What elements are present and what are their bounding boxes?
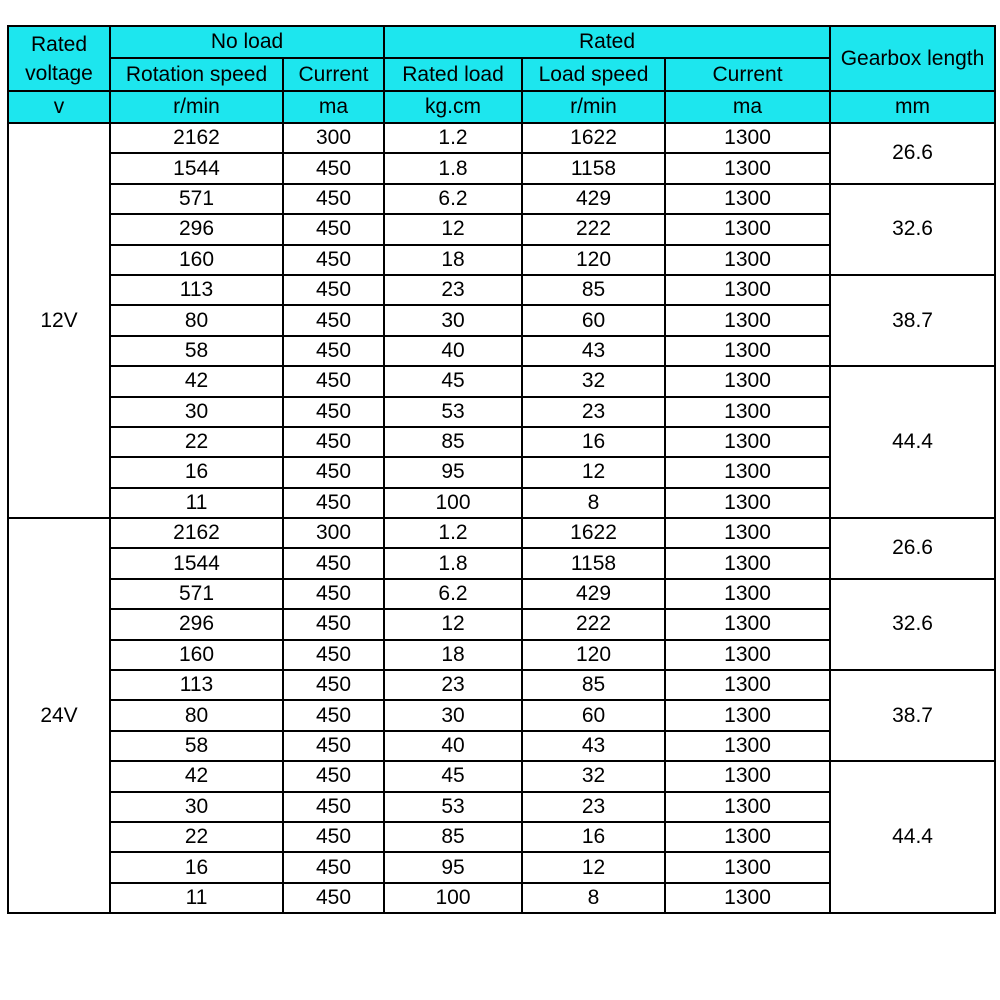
rotation-speed-cell: 30: [110, 792, 283, 822]
voltage-unit: v: [8, 91, 110, 123]
current-rated-cell: 1300: [665, 427, 830, 457]
rotation-speed-cell: 11: [110, 883, 283, 913]
rotation-speed-cell: 2162: [110, 123, 283, 153]
load-speed-cell: 1158: [522, 548, 665, 578]
current-no-load-cell: 450: [283, 214, 384, 244]
rated-header: Rated: [384, 26, 830, 58]
current-no-load-cell: 450: [283, 852, 384, 882]
current-rated-cell: 1300: [665, 609, 830, 639]
rated-load-cell: 18: [384, 640, 522, 670]
gearbox-length-cell: 38.7: [830, 670, 995, 761]
current-rated-cell: 1300: [665, 184, 830, 214]
gearbox-length-cell: 26.6: [830, 123, 995, 184]
current-rated-cell: 1300: [665, 579, 830, 609]
load-speed-cell: 43: [522, 731, 665, 761]
rotation-speed-cell: 16: [110, 457, 283, 487]
load-speed-cell: 222: [522, 214, 665, 244]
current-rated-cell: 1300: [665, 488, 830, 518]
rated-voltage-line2: voltage: [25, 61, 93, 85]
rotation-speed-cell: 11: [110, 488, 283, 518]
rated-load-cell: 1.2: [384, 518, 522, 548]
rated-load-cell: 12: [384, 214, 522, 244]
current-no-load-cell: 450: [283, 609, 384, 639]
current-no-load-cell: 450: [283, 700, 384, 730]
rated-load-header: Rated load: [384, 58, 522, 91]
current-no-load-cell: 300: [283, 123, 384, 153]
table-row: [8, 670, 995, 700]
table-row: [8, 761, 995, 791]
current-no-load-cell: 450: [283, 640, 384, 670]
rotation-speed-cell: 58: [110, 731, 283, 761]
current-rated-cell: 1300: [665, 336, 830, 366]
gearbox-length-cell: 26.6: [830, 518, 995, 579]
current-no-load-cell: 450: [283, 275, 384, 305]
no-load-header: No load: [110, 26, 384, 58]
rotation-speed-cell: 571: [110, 184, 283, 214]
gearbox-length-cell: 44.4: [830, 366, 995, 518]
load-speed-cell: 429: [522, 184, 665, 214]
current-no-load-cell: 450: [283, 184, 384, 214]
load-speed-cell: 12: [522, 457, 665, 487]
rated-load-cell: 6.2: [384, 184, 522, 214]
current-rated-cell: 1300: [665, 761, 830, 791]
table-row: [8, 366, 995, 396]
load-speed-cell: 85: [522, 275, 665, 305]
table-row: [8, 184, 995, 214]
current-rated-unit: ma: [665, 91, 830, 123]
current-rated-cell: 1300: [665, 366, 830, 396]
current-rated-cell: 1300: [665, 852, 830, 882]
rated-load-cell: 1.8: [384, 548, 522, 578]
current-rated-cell: 1300: [665, 397, 830, 427]
spec-table-body: [8, 123, 995, 913]
table-row: [8, 275, 995, 305]
current-no-load-cell: 450: [283, 336, 384, 366]
current-no-load-cell: 450: [283, 366, 384, 396]
rated-load-cell: 85: [384, 822, 522, 852]
current-no-load-cell: 450: [283, 457, 384, 487]
rotation-speed-unit: r/min: [110, 91, 283, 123]
current-no-load-cell: 450: [283, 548, 384, 578]
rotation-speed-cell: 160: [110, 245, 283, 275]
current-rated-cell: 1300: [665, 883, 830, 913]
rotation-speed-cell: 2162: [110, 518, 283, 548]
current-rated-cell: 1300: [665, 700, 830, 730]
current-rated-cell: 1300: [665, 275, 830, 305]
load-speed-cell: 60: [522, 305, 665, 335]
rated-load-cell: 12: [384, 609, 522, 639]
rated-load-cell: 23: [384, 275, 522, 305]
table-row: [8, 579, 995, 609]
load-speed-cell: 1158: [522, 153, 665, 183]
rotation-speed-cell: 296: [110, 609, 283, 639]
current-rated-cell: 1300: [665, 731, 830, 761]
load-speed-cell: 60: [522, 700, 665, 730]
load-speed-cell: 32: [522, 761, 665, 791]
rotation-speed-cell: 1544: [110, 548, 283, 578]
rated-load-cell: 1.8: [384, 153, 522, 183]
rated-load-cell: 18: [384, 245, 522, 275]
current-rated-cell: 1300: [665, 822, 830, 852]
rated-voltage-header: [8, 26, 110, 91]
load-speed-header: Load speed: [522, 58, 665, 91]
rotation-speed-cell: 58: [110, 336, 283, 366]
rotation-speed-header: Rotation speed: [110, 58, 283, 91]
current-rated-cell: 1300: [665, 518, 830, 548]
load-speed-cell: 8: [522, 488, 665, 518]
current-no-load-header: Current: [283, 58, 384, 91]
rotation-speed-cell: 42: [110, 761, 283, 791]
rated-load-cell: 95: [384, 852, 522, 882]
current-no-load-cell: 450: [283, 761, 384, 791]
load-speed-cell: 1622: [522, 123, 665, 153]
current-rated-cell: 1300: [665, 123, 830, 153]
load-speed-cell: 43: [522, 336, 665, 366]
rated-load-cell: 23: [384, 670, 522, 700]
current-rated-cell: 1300: [665, 457, 830, 487]
rotation-speed-cell: 80: [110, 305, 283, 335]
rotation-speed-cell: 30: [110, 397, 283, 427]
current-rated-cell: 1300: [665, 305, 830, 335]
current-rated-cell: 1300: [665, 792, 830, 822]
rated-load-cell: 40: [384, 731, 522, 761]
rotation-speed-cell: 113: [110, 670, 283, 700]
rotation-speed-cell: 571: [110, 579, 283, 609]
gearbox-length-cell: 38.7: [830, 275, 995, 366]
rotation-speed-cell: 22: [110, 427, 283, 457]
gearbox-length-cell: 32.6: [830, 579, 995, 670]
table-row: [8, 518, 995, 548]
current-no-load-cell: 450: [283, 305, 384, 335]
current-no-load-unit: ma: [283, 91, 384, 123]
rated-load-cell: 95: [384, 457, 522, 487]
current-no-load-cell: 450: [283, 670, 384, 700]
current-rated-cell: 1300: [665, 214, 830, 244]
rated-load-cell: 30: [384, 305, 522, 335]
rotation-speed-cell: 1544: [110, 153, 283, 183]
current-rated-cell: 1300: [665, 153, 830, 183]
current-no-load-cell: 450: [283, 822, 384, 852]
load-speed-cell: 23: [522, 792, 665, 822]
current-no-load-cell: 450: [283, 579, 384, 609]
rated-load-cell: 45: [384, 366, 522, 396]
load-speed-cell: 120: [522, 640, 665, 670]
current-no-load-cell: 450: [283, 245, 384, 275]
load-speed-cell: 8: [522, 883, 665, 913]
rotation-speed-cell: 113: [110, 275, 283, 305]
rated-load-cell: 6.2: [384, 579, 522, 609]
rated-load-cell: 45: [384, 761, 522, 791]
current-no-load-cell: 450: [283, 397, 384, 427]
load-speed-cell: 23: [522, 397, 665, 427]
table-row: [8, 123, 995, 153]
rated-load-cell: 53: [384, 792, 522, 822]
rated-load-cell: 85: [384, 427, 522, 457]
current-rated-cell: 1300: [665, 245, 830, 275]
rated-voltage-cell: 12V: [8, 123, 110, 518]
rated-load-cell: 100: [384, 488, 522, 518]
gearbox-length-cell: 44.4: [830, 761, 995, 913]
load-speed-cell: 12: [522, 852, 665, 882]
rated-load-cell: 53: [384, 397, 522, 427]
current-rated-cell: 1300: [665, 670, 830, 700]
rated-voltage-line1: Rated: [30, 32, 88, 56]
load-speed-cell: 1622: [522, 518, 665, 548]
current-no-load-cell: 450: [283, 427, 384, 457]
current-rated-header: Current: [665, 58, 830, 91]
rotation-speed-cell: 296: [110, 214, 283, 244]
gearbox-length-header: Gearbox length: [830, 26, 995, 91]
current-no-load-cell: 300: [283, 518, 384, 548]
current-no-load-cell: 450: [283, 731, 384, 761]
current-no-load-cell: 450: [283, 883, 384, 913]
gearbox-length-unit: mm: [830, 91, 995, 123]
rated-voltage-cell: 24V: [8, 518, 110, 913]
rated-load-unit: kg.cm: [384, 91, 522, 123]
load-speed-cell: 120: [522, 245, 665, 275]
current-rated-cell: 1300: [665, 548, 830, 578]
rotation-speed-cell: 16: [110, 852, 283, 882]
rated-load-cell: 1.2: [384, 123, 522, 153]
current-no-load-cell: 450: [283, 153, 384, 183]
rotation-speed-cell: 42: [110, 366, 283, 396]
current-rated-cell: 1300: [665, 640, 830, 670]
load-speed-cell: 429: [522, 579, 665, 609]
current-no-load-cell: 450: [283, 792, 384, 822]
current-no-load-cell: 450: [283, 488, 384, 518]
gearbox-length-cell: 32.6: [830, 184, 995, 275]
rotation-speed-cell: 80: [110, 700, 283, 730]
rated-load-cell: 30: [384, 700, 522, 730]
rated-load-cell: 40: [384, 336, 522, 366]
rotation-speed-cell: 22: [110, 822, 283, 852]
rated-load-cell: 100: [384, 883, 522, 913]
load-speed-cell: 32: [522, 366, 665, 396]
motor-spec-table: [7, 25, 996, 914]
rotation-speed-cell: 160: [110, 640, 283, 670]
load-speed-unit: r/min: [522, 91, 665, 123]
load-speed-cell: 16: [522, 822, 665, 852]
load-speed-cell: 85: [522, 670, 665, 700]
load-speed-cell: 222: [522, 609, 665, 639]
load-speed-cell: 16: [522, 427, 665, 457]
